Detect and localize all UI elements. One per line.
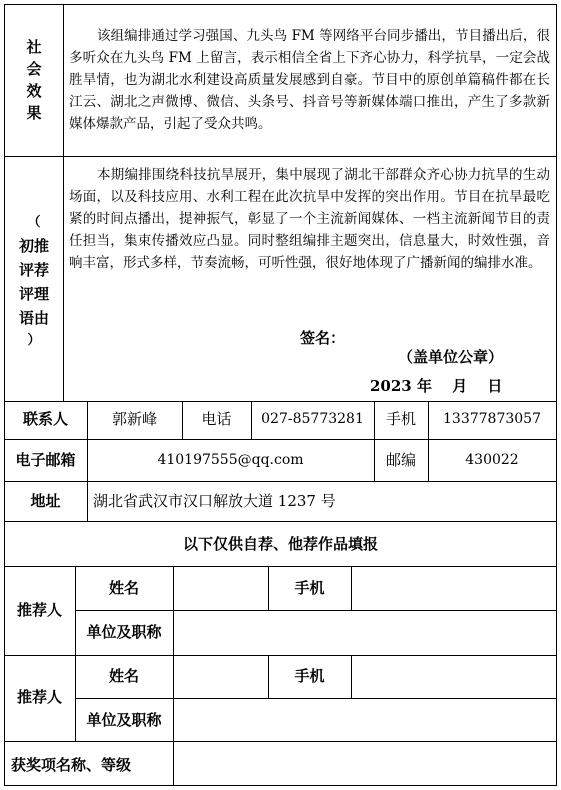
postcode-label: 邮编 <box>385 451 416 469</box>
effect-label-char: 效 <box>26 82 42 100</box>
effect-text: 该组编排通过学习强国、九头鸟 FM 等网络平台同步播出，节目播出后，很多听众在九头鸟 FM 上留言，表示相信全省上下齐心协力，科学抗旱，一定会战胜旱情，也为湖北水利建设高质量发展感到自豪。节目中的原创单篇稿件都在长江云、湖北之声微博、微信、头条号、抖音号等新媒体端口推出，产生了多款新媒体爆款产品，引起了受众共鸣。 <box>69 28 550 132</box>
recommender-mobile-label: 手机 <box>294 579 325 597</box>
recommend-text: 本期编排围绕科技抗旱展开，集中展现了湖北干部群众齐心协力抗旱的生动场面，以及科技应用、水利工程在此次抗旱中发挥的突出作用。节目在抗旱最吃紧的时间点播出，提神振气，彰显了一个主流新闻媒体、一档主流新闻节目的责任担当，集束传播效应凸显。同时整组编排主题突出，信息量大，时效性强，音响丰富，形式多样，节奏流畅，可听性强，很好地体现了广播新闻的编排水准。 <box>69 167 550 271</box>
recommend-label-char: 初推 <box>18 237 49 255</box>
section-title: 以下仅供自荐、他荐作品填报 <box>182 535 378 553</box>
recommend-label-char: 语由 <box>18 309 49 327</box>
signature-label: 签名： <box>300 329 346 347</box>
date-text: 2023 年 月 日 <box>370 377 503 395</box>
rule-rec2-bottom <box>4 741 557 742</box>
name-label: 姓名 <box>108 667 139 685</box>
rule-section-title-bottom <box>4 566 557 567</box>
contact-person-value: 郭新峰 <box>111 410 157 428</box>
rule-rec2-mid <box>75 698 557 699</box>
effect-label-char: 社 <box>26 38 42 56</box>
rule-rec1-mid <box>75 610 557 611</box>
email-label: 电子邮箱 <box>15 451 76 469</box>
div-rec2-mobile-r <box>351 655 352 698</box>
unit-title-label: 单位及职称 <box>86 711 162 729</box>
email-value: 410197555@qq.com <box>157 452 304 468</box>
postcode-value: 430022 <box>465 452 519 468</box>
table-border-top <box>4 4 557 5</box>
div-rec1-name <box>173 566 174 655</box>
mobile-label: 手机 <box>385 410 416 428</box>
div-rec2-name <box>173 655 174 741</box>
name-label: 姓名 <box>108 579 139 597</box>
recommend-label-char: （ <box>27 215 41 230</box>
table-border-left <box>4 4 5 786</box>
award-label: 获奖项名称、等级 <box>11 756 132 774</box>
effect-label-char: 会 <box>26 60 42 78</box>
address-label: 地址 <box>30 492 61 510</box>
unit-title-label: 单位及职称 <box>86 623 162 641</box>
address-value: 湖北省武汉市汉口解放大道 1237 号 <box>93 492 336 510</box>
recommend-label-char: 评理 <box>18 285 49 303</box>
rule-effect-bottom <box>4 156 557 157</box>
mobile-value: 13377873057 <box>443 411 541 427</box>
recommender-mobile-label: 手机 <box>294 667 325 685</box>
recommender-label: 推荐人 <box>16 601 62 619</box>
div-award <box>173 741 174 786</box>
table-border-bottom <box>4 785 557 786</box>
contact-person-label: 联系人 <box>22 410 68 428</box>
phone-value: 027-85773281 <box>261 411 364 427</box>
recommender-label: 推荐人 <box>16 688 62 706</box>
effect-label-char: 果 <box>26 104 42 122</box>
rule-rec1-bottom <box>4 655 557 656</box>
stamp-label: （盖单位公章） <box>398 348 504 366</box>
table-border-right <box>556 4 557 786</box>
divider-label-column <box>63 4 64 401</box>
recommend-label-char: ） <box>27 333 41 348</box>
recommend-label-char: 评荐 <box>18 261 49 279</box>
div-rec1-mobile-r <box>351 566 352 610</box>
div-address <box>87 481 88 522</box>
phone-label: 电话 <box>201 410 232 428</box>
